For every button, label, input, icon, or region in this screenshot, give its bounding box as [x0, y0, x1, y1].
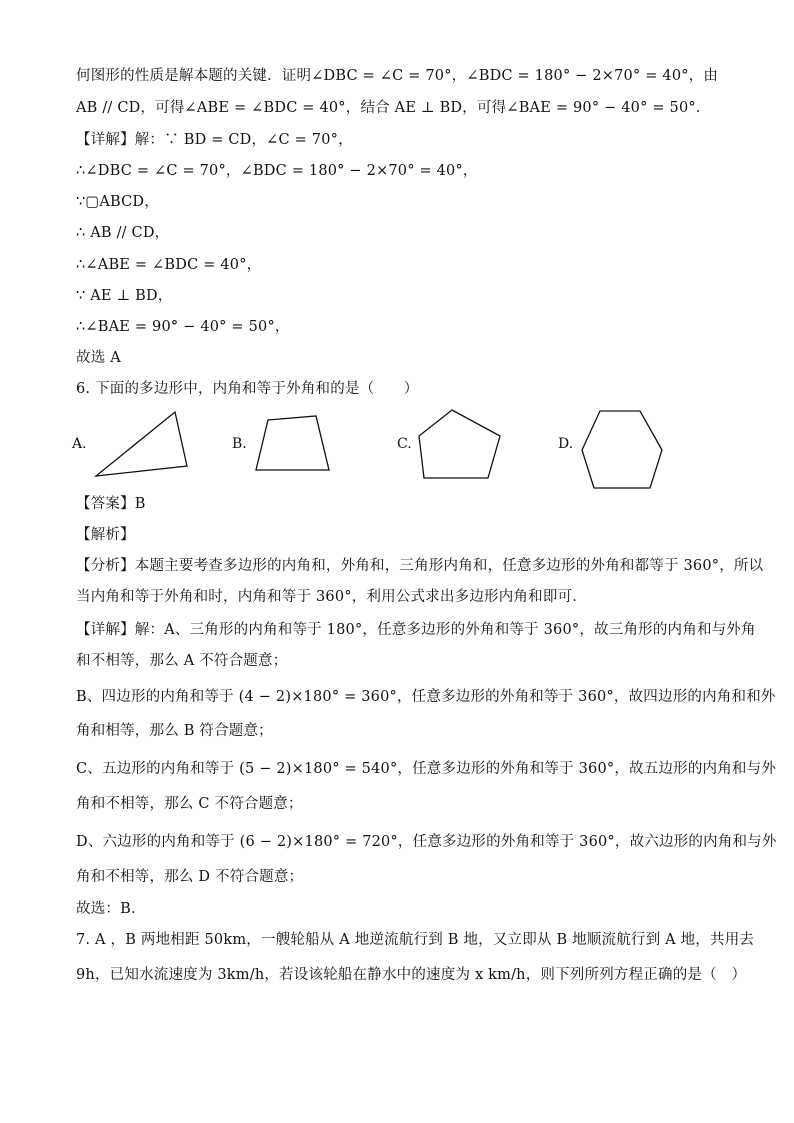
text-line: 角和不相等，那么 C 不符合题意； — [76, 796, 303, 812]
text-line: AB // CD，可得∠ABE = ∠BDC = 40°，结合 AE ⊥ BD，可得∠BAE = 90° − 40° = 50°． — [76, 100, 711, 116]
text-line: D、六边形的内角和等于 (6 − 2)×180° = 720°，任意多边形的外角和等于 360°，故六边形的内角和与外 — [76, 834, 777, 850]
analysis-heading: 【解析】 — [76, 527, 135, 543]
option-c-label: C. — [397, 436, 412, 452]
answer-heading: 【答案】B — [76, 496, 146, 512]
text-line: 故选：B． — [76, 901, 146, 917]
question-6: 6. 下面的多边形中，内角和等于外角和的是（ ） — [76, 381, 419, 397]
text-line: 角和不相等，那么 D 不符合题意； — [76, 869, 304, 885]
text-line: ∴ AB // CD， — [76, 225, 170, 241]
triangle-icon — [90, 408, 200, 480]
polygon-options — [0, 400, 794, 490]
question-7: 7. A ，B 两地相距 50km，一艘轮船从 A 地逆流航行到 B 地，又立即从 B 地顺流航行到 A 地，共用去 — [76, 932, 755, 948]
text-line: C、五边形的内角和等于 (5 − 2)×180° = 540°，任意多边形的外角和等于 360°，故五边形的内角和与外 — [76, 761, 777, 777]
option-a-label: A. — [72, 436, 87, 452]
option-d-label: D. — [558, 436, 574, 452]
quadrilateral-icon — [250, 414, 340, 472]
text-line: 【详解】解：∵ BD = CD，∠C = 70°， — [76, 132, 353, 148]
text-line: ∵ AE ⊥ BD， — [76, 288, 173, 304]
hexagon-icon — [580, 408, 670, 492]
option-b-label: B. — [232, 436, 247, 452]
text-line: 【详解】解：A、三角形的内角和等于 180°，任意多边形的外角和等于 360°，故三角形的内角和与外角 — [76, 622, 756, 638]
text-line: ∵▢ABCD， — [76, 194, 159, 210]
text-line: 和不相等，那么 A 不符合题意； — [76, 653, 288, 669]
text-line: ∴∠ABE = ∠BDC = 40°， — [76, 257, 262, 273]
pentagon-icon — [416, 408, 506, 484]
text-line: 当内角和等于外角和时，内角和等于 360°，利用公式求出多边形内角和即可． — [76, 589, 587, 605]
text-line: 9h，已知水流速度为 3km/h，若设该轮船在静水中的速度为 x km/h，则下列所列方程正确的是（ ） — [76, 967, 747, 983]
text-line: 角和相等，那么 B 符合题意； — [76, 723, 273, 739]
text-line: ∴∠BAE = 90° − 40° = 50°， — [76, 319, 290, 335]
text-line: 故选 A — [76, 350, 121, 366]
text-line: 【分析】本题主要考查多边形的内角和，外角和，三角形内角和，任意多边形的外角和都等于 360°，所以 — [76, 558, 764, 574]
text-line: ∴∠DBC = ∠C = 70°，∠BDC = 180° − 2×70° = 40°， — [76, 163, 478, 179]
text-line: 何图形的性质是解本题的关键．证明∠DBC = ∠C = 70°，∠BDC = 180° − 2×70° = 40°，由 — [76, 68, 719, 84]
text-line: B、四边形的内角和等于 (4 − 2)×180° = 360°，任意多边形的外角和等于 360°，故四边形的内角和和外 — [76, 689, 776, 705]
